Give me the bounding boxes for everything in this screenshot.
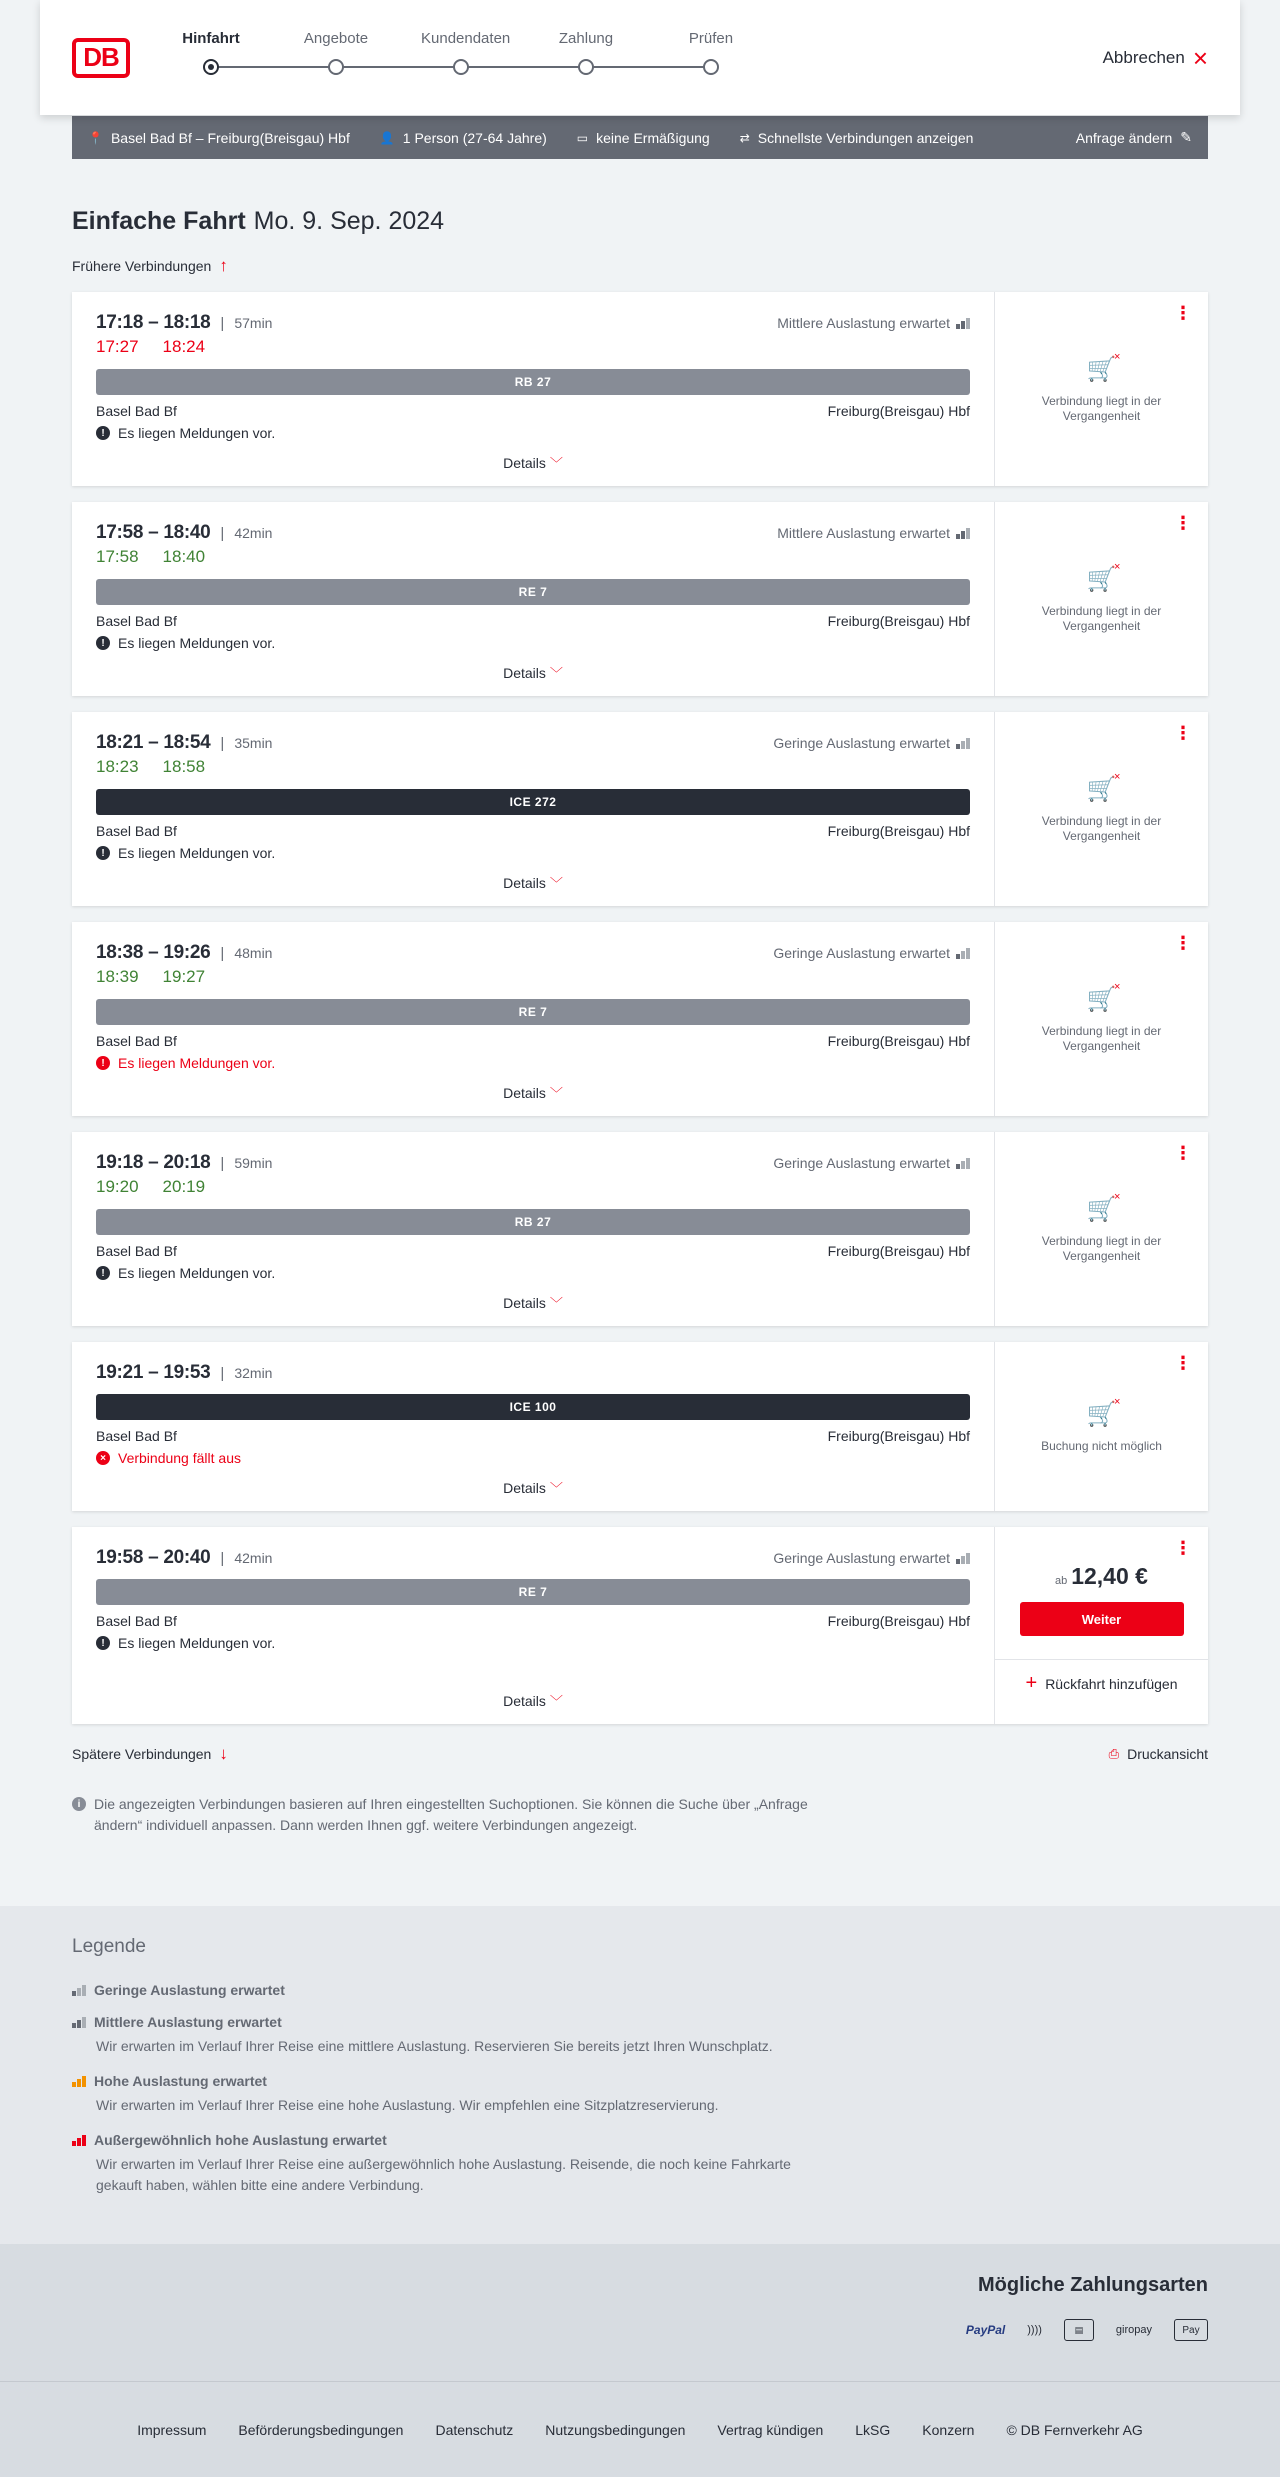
arrival-station: Freiburg(Breisgau) Hbf <box>827 613 970 629</box>
cart-unavailable-icon: 🛒 × <box>1086 980 1121 1013</box>
connection-card[interactable] <box>72 502 1208 696</box>
departure-station: Basel Bad Bf <box>96 1033 177 1049</box>
departure-station: Basel Bad Bf <box>96 1243 177 1259</box>
offer-status-text: Verbindung liegt in der Vergangenheit <box>1041 393 1162 423</box>
more-options-icon[interactable]: ⋮ <box>1174 1143 1192 1163</box>
chevron-down-icon: ﹀ <box>549 666 563 681</box>
connection-main <box>72 502 995 696</box>
stations-row <box>96 1613 970 1629</box>
realtime-times <box>96 337 970 359</box>
occupancy-icon <box>956 317 970 329</box>
connection-card[interactable] <box>72 922 1208 1116</box>
bottom-links <box>72 1744 1208 1764</box>
offer-status-text: Buchung nicht möglich <box>1041 1438 1162 1453</box>
occupancy-icon <box>956 737 970 749</box>
scheduled-times: 18:21 – 18:54 <box>96 732 211 753</box>
connection-main <box>72 1132 995 1326</box>
offer-status-text: Verbindung liegt in der Vergangenheit <box>1041 1233 1162 1263</box>
realtime-arrival: 18:58 <box>162 757 206 776</box>
chevron-down-icon: ﹀ <box>549 1086 563 1101</box>
train-bar[interactable]: RB 27 <box>96 1209 970 1235</box>
connection-message[interactable] <box>96 1055 970 1071</box>
arrow-down-icon: ↓ <box>219 1744 228 1763</box>
cart-unavailable-icon: 🛒 × <box>1086 350 1121 383</box>
legend-item <box>72 2014 1208 2057</box>
swap-arrows-icon: ⇄ <box>739 130 750 145</box>
connection-time-row <box>96 1547 970 1569</box>
arrow-up-icon: ↑ <box>219 256 228 275</box>
step-indicator-icon <box>703 59 719 75</box>
print-view-link[interactable] <box>1109 1744 1208 1764</box>
more-options-icon[interactable]: ⋮ <box>1174 723 1192 743</box>
connection-time-row <box>96 1152 970 1174</box>
details-label: Details <box>503 1693 546 1709</box>
continue-button[interactable]: Weiter <box>1020 1602 1184 1636</box>
connection-message[interactable] <box>96 1635 970 1651</box>
summary-discount-text: keine Ermäßigung <box>596 129 710 146</box>
arrival-station: Freiburg(Breisgau) Hbf <box>827 1033 970 1049</box>
train-bar[interactable]: RE 7 <box>96 1579 970 1605</box>
step-prüfen[interactable] <box>671 28 751 75</box>
step-label: Zahlung <box>558 29 614 47</box>
footer-link[interactable]: © DB Fernverkehr AG <box>1006 2421 1143 2438</box>
close-icon: × <box>1114 560 1121 573</box>
connection-card[interactable] <box>72 1527 1208 1724</box>
more-options-icon[interactable]: ⋮ <box>1174 303 1192 323</box>
legend-item-title: Geringe Auslastung erwartet <box>94 1982 285 1998</box>
payment-methods <box>0 2244 1280 2381</box>
close-icon: × <box>1114 980 1121 993</box>
cancel-label: Abbrechen <box>1102 47 1185 67</box>
offer-status-text: Verbindung liegt in der Vergangenheit <box>1041 1023 1162 1053</box>
arrival-station: Freiburg(Breisgau) Hbf <box>827 403 970 419</box>
realtime-departure: 17:27 <box>96 337 139 356</box>
summary-travellers <box>380 130 547 146</box>
step-label: Hinfahrt <box>182 29 240 47</box>
stations-row <box>96 1033 970 1049</box>
stations-row <box>96 823 970 839</box>
later-connections-link[interactable] <box>72 1744 228 1764</box>
details-toggle[interactable] <box>96 1651 970 1724</box>
step-indicator-icon <box>203 59 219 75</box>
occupancy-icon <box>956 947 970 959</box>
connection-offer <box>995 1342 1208 1511</box>
close-icon: × <box>1114 350 1121 363</box>
separator: | <box>220 314 225 332</box>
message-text: Es liegen Meldungen vor. <box>118 425 276 441</box>
alert-icon: ! <box>96 426 110 440</box>
summary-option <box>740 130 974 146</box>
connection-main <box>72 1342 995 1511</box>
duration: 32min <box>234 1365 273 1381</box>
realtime-arrival: 19:27 <box>162 967 206 986</box>
departure-station: Basel Bad Bf <box>96 613 177 629</box>
arrival-station: Freiburg(Breisgau) Hbf <box>827 823 970 839</box>
step-indicator-icon <box>453 59 469 75</box>
occupancy-icon <box>956 527 970 539</box>
scheduled-times: 17:18 – 18:18 <box>96 312 211 333</box>
printer-icon: ⎙ <box>1108 1746 1120 1761</box>
legend-item-title: Mittlere Auslastung erwartet <box>94 2014 282 2030</box>
page-title <box>72 207 1208 236</box>
connection-message[interactable] <box>96 845 970 861</box>
cart-unavailable-icon: 🛒 × <box>1086 560 1121 593</box>
connection-card[interactable] <box>72 1342 1208 1511</box>
occupancy-text: Geringe Auslastung erwartet <box>773 1550 950 1566</box>
main-content <box>72 207 1208 1836</box>
stations-row <box>96 613 970 629</box>
occupancy-info <box>777 525 970 541</box>
duration: 35min <box>234 735 273 751</box>
info-text: Die angezeigten Verbindungen basieren auf Ihren eingestellten Suchoptionen. Sie können die Suche über „Anfrage ändern“ individuell anpassen. Dann werden Ihnen ggf. weitere Verbindungen angezeigt. <box>94 1796 808 1833</box>
scheduled-times: 19:21 – 19:53 <box>96 1362 211 1383</box>
step-hinfahrt[interactable] <box>171 28 251 75</box>
sepa-icon: ▤ <box>1064 2319 1094 2341</box>
cancel-circle-icon: × <box>96 1451 110 1465</box>
details-toggle[interactable] <box>96 651 970 696</box>
more-options-icon[interactable]: ⋮ <box>1174 1353 1192 1373</box>
summary-route-text: Basel Bad Bf – Freiburg(Breisgau) Hbf <box>110 129 350 146</box>
message-text: Es liegen Meldungen vor. <box>118 635 276 651</box>
separator: | <box>220 1364 225 1382</box>
db-logo[interactable]: DB <box>72 38 130 78</box>
scheduled-times: 19:58 – 20:40 <box>96 1547 211 1568</box>
paypal-icon: PayPal <box>965 2323 1006 2337</box>
train-bar[interactable]: RE 7 <box>96 999 970 1025</box>
occupancy-info <box>773 735 970 751</box>
connection-message[interactable] <box>96 635 970 651</box>
legend-item-title: Hohe Auslastung erwartet <box>94 2073 267 2089</box>
cart-unavailable-icon: 🛒 × <box>1086 1395 1121 1428</box>
legend-item-title: Außergewöhnlich hohe Auslastung erwartet <box>94 2132 387 2148</box>
legend-items <box>72 1982 1208 2196</box>
stations-row <box>96 1243 970 1259</box>
apple-pay-text: Pay <box>1182 2324 1200 2336</box>
connection-time-row <box>96 522 970 544</box>
change-request-label: Anfrage ändern <box>1075 129 1173 146</box>
plus-icon: + <box>1025 1672 1038 1694</box>
chevron-down-icon: ﹀ <box>549 456 563 471</box>
legend-title: Legende <box>72 1936 146 1957</box>
connection-time-row <box>96 312 970 334</box>
connection-card[interactable] <box>72 292 1208 486</box>
occupancy-text: Geringe Auslastung erwartet <box>773 735 950 751</box>
cart-unavailable-icon: 🛒 × <box>1086 1190 1121 1223</box>
message-text: Es liegen Meldungen vor. <box>118 1265 276 1281</box>
connection-message[interactable] <box>96 1450 970 1466</box>
legend-item-head <box>72 2073 1208 2089</box>
realtime-departure: 17:58 <box>96 547 139 566</box>
occupancy-icon <box>72 2134 86 2146</box>
more-options-icon[interactable]: ⋮ <box>1174 513 1192 533</box>
connection-message[interactable] <box>96 425 970 441</box>
legend-item-desc: Wir erwarten im Verlauf Ihrer Reise eine außergewöhnlich hohe Auslastung. Reisende, die noch keine Fahrkarte gekauft haben, wählen bitte eine andere Verbindung. <box>96 2156 791 2193</box>
stations-row <box>96 403 970 419</box>
travel-date: Mo. 9. Sep. 2024 <box>253 207 445 235</box>
step-label: Prüfen <box>688 29 734 47</box>
step-kundendaten[interactable] <box>421 28 511 75</box>
connection-offer <box>995 1132 1208 1326</box>
connection-time-row <box>96 1362 970 1384</box>
alert-icon: ! <box>96 1266 110 1280</box>
realtime-departure: 19:20 <box>96 1177 139 1196</box>
train-bar[interactable]: RE 7 <box>96 579 970 605</box>
add-return-trip-button[interactable] <box>995 1659 1208 1707</box>
offer-status-text: Verbindung liegt in der Vergangenheit <box>1041 813 1162 843</box>
summary-travellers-text: 1 Person (27-64 Jahre) <box>402 129 547 146</box>
apple-pay-icon <box>1174 2319 1208 2341</box>
page-title-text: Einfache Fahrt <box>72 207 246 235</box>
close-icon: × <box>1114 1395 1121 1408</box>
step-label: Kundendaten <box>421 29 511 47</box>
earlier-connections-link[interactable] <box>72 256 228 276</box>
step-zahlung[interactable] <box>546 28 626 75</box>
step-indicator-icon <box>328 59 344 75</box>
occupancy-icon <box>72 1984 86 1996</box>
progress-stepper <box>182 28 734 88</box>
occupancy-icon <box>72 2075 86 2087</box>
message-text: Es liegen Meldungen vor. <box>118 1635 276 1651</box>
step-angebote[interactable] <box>296 28 376 75</box>
location-pin-icon: 📍 <box>88 130 103 145</box>
alert-icon: ! <box>96 846 110 860</box>
scheduled-times: 17:58 – 18:40 <box>96 522 211 543</box>
alert-icon: ! <box>96 1636 110 1650</box>
later-connections-label: Spätere Verbindungen <box>72 1746 212 1762</box>
chevron-down-icon: ﹀ <box>549 876 563 891</box>
duration: 57min <box>234 315 273 331</box>
connection-main <box>72 292 995 486</box>
occupancy-text: Mittlere Auslastung erwartet <box>777 315 950 331</box>
duration: 42min <box>234 1550 273 1566</box>
details-toggle[interactable] <box>96 441 970 486</box>
footer-link[interactable]: Datenschutz <box>435 2421 514 2438</box>
summary-route <box>88 130 350 146</box>
occupancy-icon <box>72 2016 86 2028</box>
details-toggle[interactable] <box>96 1281 970 1326</box>
duration: 59min <box>234 1155 273 1171</box>
train-bar[interactable]: RB 27 <box>96 369 970 395</box>
price: 12,40 € <box>1071 1563 1148 1589</box>
footer-link[interactable]: Vertrag kündigen <box>717 2421 824 2438</box>
close-icon: × <box>1192 42 1208 73</box>
connection-time-row <box>96 732 970 754</box>
pencil-icon: ✎ <box>1180 129 1192 145</box>
price-row <box>995 1563 1208 1590</box>
details-label: Details <box>503 875 546 891</box>
connection-offer <box>995 922 1208 1116</box>
departure-station: Basel Bad Bf <box>96 403 177 419</box>
more-options-icon[interactable]: ⋮ <box>1174 1538 1192 1558</box>
legend-item-head <box>72 2132 1208 2148</box>
occupancy-text: Geringe Auslastung erwartet <box>773 945 950 961</box>
details-toggle[interactable] <box>96 1071 970 1116</box>
chevron-down-icon: ﹀ <box>549 1481 563 1496</box>
info-note <box>72 1794 832 1836</box>
step-label: Angebote <box>303 29 369 47</box>
legend <box>0 1906 1280 2244</box>
occupancy-text: Mittlere Auslastung erwartet <box>777 525 950 541</box>
realtime-departure: 18:23 <box>96 757 139 776</box>
separator: | <box>220 1154 225 1172</box>
message-text: Es liegen Meldungen vor. <box>118 845 276 861</box>
connection-offer <box>995 712 1208 906</box>
realtime-departure: 18:39 <box>96 967 139 986</box>
occupancy-icon <box>956 1552 970 1564</box>
search-summary-bar <box>72 116 1208 159</box>
chevron-down-icon: ﹀ <box>549 1694 563 1709</box>
person-icon: 👤 <box>379 130 395 145</box>
departure-station: Basel Bad Bf <box>96 1613 177 1629</box>
occupancy-info <box>773 945 970 961</box>
details-label: Details <box>503 1085 546 1101</box>
occupancy-info <box>773 1550 970 1566</box>
connection-card[interactable] <box>72 1132 1208 1326</box>
connection-time-row <box>96 942 970 964</box>
separator: | <box>220 734 225 752</box>
details-label: Details <box>503 1295 546 1311</box>
offer-status-text: Verbindung liegt in der Vergangenheit <box>1041 603 1162 633</box>
duration: 42min <box>234 525 273 541</box>
realtime-arrival: 18:24 <box>162 337 206 356</box>
connection-main <box>72 922 995 1116</box>
occupancy-icon <box>956 1157 970 1169</box>
header <box>40 0 1240 115</box>
footer <box>0 2381 1280 2477</box>
footer-link[interactable]: Nutzungsbedingungen <box>545 2421 686 2438</box>
realtime-times <box>96 757 970 779</box>
price-from-label: ab <box>1055 1575 1068 1587</box>
occupancy-text: Geringe Auslastung erwartet <box>773 1155 950 1171</box>
bahncard-icon: ▭ <box>576 130 589 145</box>
details-label: Details <box>503 1480 546 1496</box>
close-icon: × <box>1114 1190 1121 1203</box>
footer-link[interactable]: LkSG <box>855 2421 891 2438</box>
connection-offer <box>995 292 1208 486</box>
separator: | <box>220 1549 225 1567</box>
stations-row <box>96 1428 970 1444</box>
arrival-station: Freiburg(Breisgau) Hbf <box>827 1613 970 1629</box>
footer-link[interactable]: Impressum <box>137 2421 207 2438</box>
giropay-icon: giropay <box>1115 2324 1152 2336</box>
connection-main <box>72 1527 995 1724</box>
train-bar[interactable]: ICE 272 <box>96 789 970 815</box>
train-bar[interactable]: ICE 100 <box>96 1394 970 1420</box>
separator: | <box>220 944 225 962</box>
cart-unavailable-icon: 🛒 × <box>1086 770 1121 803</box>
occupancy-info <box>773 1155 970 1171</box>
chevron-down-icon: ﹀ <box>549 1296 563 1311</box>
legend-item-desc: Wir erwarten im Verlauf Ihrer Reise eine hohe Auslastung. Wir empfehlen eine Sitzplatzreservierung. <box>96 2097 719 2113</box>
legend-item-head <box>72 2014 1208 2030</box>
realtime-times <box>96 547 970 569</box>
details-toggle[interactable] <box>96 1466 970 1511</box>
info-icon: i <box>72 1797 86 1811</box>
footer-link[interactable]: Beförderungsbedingungen <box>238 2421 404 2438</box>
cancel-button[interactable] <box>1102 42 1208 73</box>
realtime-arrival: 18:40 <box>162 547 206 566</box>
print-view-label: Druckansicht <box>1127 1746 1208 1762</box>
legend-item <box>72 2132 1208 2196</box>
departure-station: Basel Bad Bf <box>96 823 177 839</box>
connection-list <box>72 292 1208 1724</box>
realtime-times <box>96 1177 970 1199</box>
summary-discount <box>577 130 710 146</box>
add-return-label: Rückfahrt hinzufügen <box>1045 1675 1178 1692</box>
alert-icon: ! <box>96 636 110 650</box>
details-toggle[interactable] <box>96 861 970 906</box>
footer-link[interactable]: Konzern <box>922 2421 975 2438</box>
change-request-button[interactable] <box>1076 129 1192 146</box>
legend-item-desc: Wir erwarten im Verlauf Ihrer Reise eine mittlere Auslastung. Reservieren Sie bereits jetzt Ihren Wunschplatz. <box>96 2038 773 2054</box>
more-options-icon[interactable]: ⋮ <box>1174 933 1192 953</box>
duration: 48min <box>234 945 273 961</box>
earlier-connections-label: Frühere Verbindungen <box>72 258 212 274</box>
connection-card[interactable] <box>72 712 1208 906</box>
close-icon: × <box>1114 770 1121 783</box>
connection-main <box>72 712 995 906</box>
connection-message[interactable] <box>96 1265 970 1281</box>
step-indicator-icon <box>578 59 594 75</box>
occupancy-info <box>777 315 970 331</box>
message-text: Es liegen Meldungen vor. <box>118 1055 276 1071</box>
scheduled-times: 19:18 – 20:18 <box>96 1152 211 1173</box>
arrival-station: Freiburg(Breisgau) Hbf <box>827 1243 970 1259</box>
legend-item <box>72 2073 1208 2116</box>
connection-offer <box>995 1527 1208 1724</box>
summary-option-text: Schnellste Verbindungen anzeigen <box>757 129 974 146</box>
departure-station: Basel Bad Bf <box>96 1428 177 1444</box>
alert-icon: ! <box>96 1056 110 1070</box>
legend-item <box>72 1982 1208 1998</box>
connection-offer <box>995 502 1208 696</box>
separator: | <box>220 524 225 542</box>
realtime-arrival: 20:19 <box>162 1177 206 1196</box>
message-text: Verbindung fällt aus <box>118 1450 241 1466</box>
details-label: Details <box>503 455 546 471</box>
payment-title: Mögliche Zahlungsarten <box>977 2274 1208 2296</box>
details-label: Details <box>503 665 546 681</box>
legend-item-head <box>72 1982 1208 1998</box>
realtime-times <box>96 967 970 989</box>
scheduled-times: 18:38 – 19:26 <box>96 942 211 963</box>
arrival-station: Freiburg(Breisgau) Hbf <box>827 1428 970 1444</box>
contactless-icon: )))) <box>1027 2324 1042 2336</box>
payment-icons <box>72 2319 1208 2341</box>
